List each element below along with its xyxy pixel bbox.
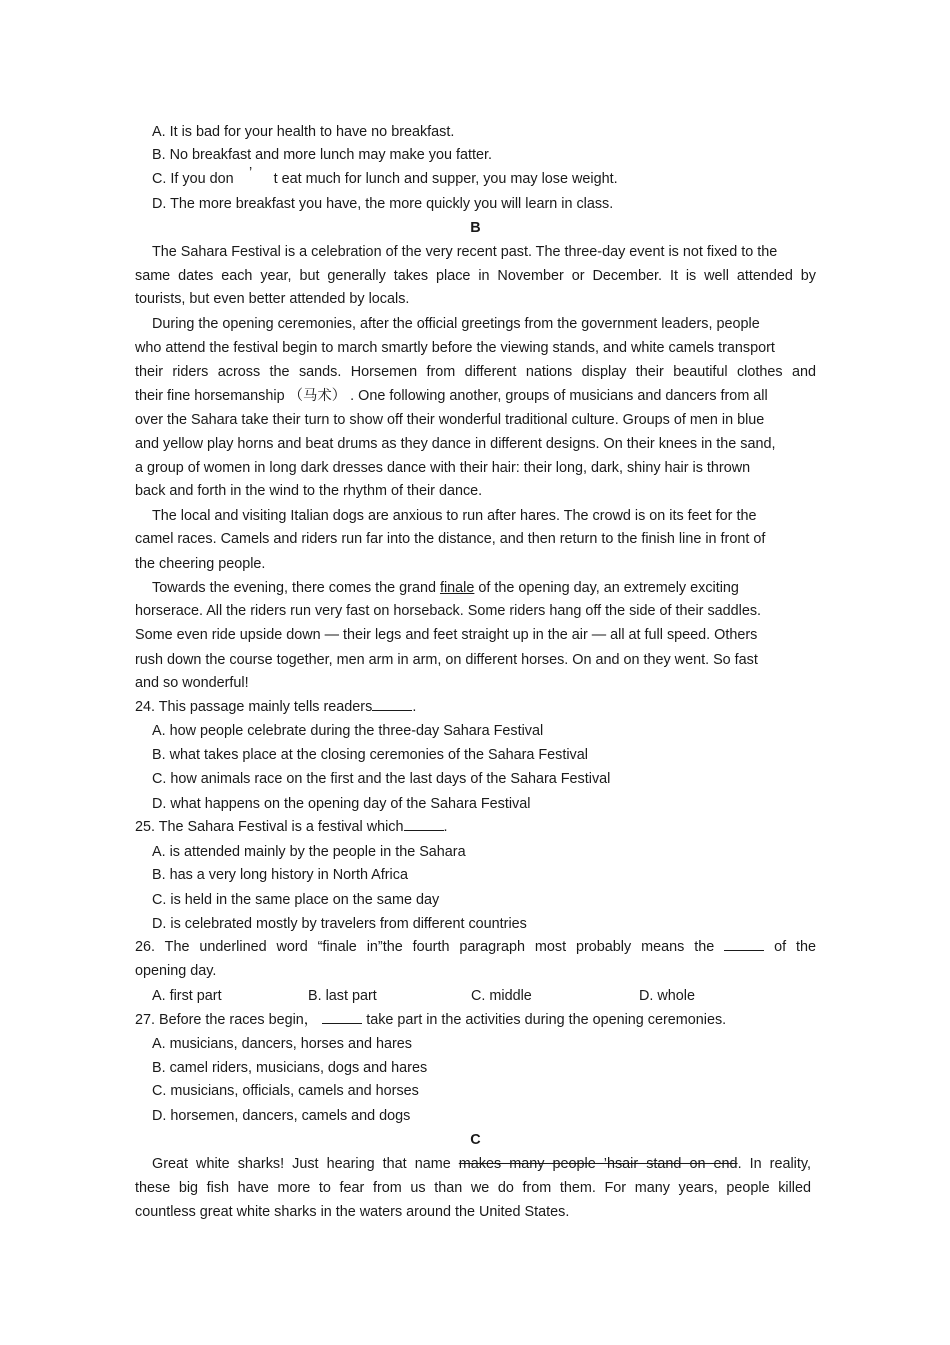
section-b-heading: B [470,220,481,236]
q26-option-c: C. middle [471,988,532,1004]
b-p3-line2: camel races. Camels and riders run far into the distance, and then return to the finish line in front of [135,531,766,547]
b-p2-line6: and yellow play horns and beat drums as they dance in different designs. On their knees in the sand, [135,436,776,452]
prev-option-d: D. The more breakfast you have, the more quickly you will learn in class. [152,196,614,212]
q27-option-c: C. musicians, officials, camels and horses [152,1083,419,1099]
prev-option-c: C. If you don ’ t eat much for lunch and supper, you may lose weight. [152,165,618,187]
answer-blank [322,1011,362,1024]
struck-phrase: makes many people ’hsair stand on end [458,1156,738,1172]
q26-option-b: B. last part [308,988,377,1004]
q24-option-a: A. how people celebrate during the three-day Sahara Festival [152,723,544,739]
b-p4-line4: rush down the course together, men arm in arm, on different horses. On and on they went. So fast [135,652,758,668]
b-p2-line8: back and forth in the wind to the rhythm of their dance. [135,483,483,499]
b-p4-line2: horserace. All the riders run very fast on horseback. Some riders hang off the side of their saddles. [135,603,762,619]
b-p3-line3: the cheering people. [135,556,266,572]
q27-option-a: A. musicians, dancers, horses and hares [152,1036,412,1052]
c-line3: countless great white sharks in the waters around the United States. [135,1204,570,1220]
b-p4-line3: Some even ride upside down — their legs and feet straight up in the air — all at full speed. Others [135,627,758,643]
q25-option-a: A. is attended mainly by the people in the Sahara [152,844,466,860]
b-p4-line5: and so wonderful! [135,675,249,691]
prev-option-b: B. No breakfast and more lunch may make you fatter. [152,147,492,163]
prev-option-a: A. It is bad for your health to have no breakfast. [152,124,455,140]
q27-option-d: D. horsemen, dancers, camels and dogs [152,1108,411,1124]
b-p1-line2: same dates each year, but generally takes place in November or December. It is well attended by [135,268,816,284]
answer-blank [724,938,764,951]
q27-stem: 27. Before the races begin， take part in the activities during the opening ceremonies. [135,1012,727,1028]
b-p2-line7: a group of women in long dark dresses dance with their hair: their long, dark, shiny hair is thrown [135,460,751,476]
underlined-finale: finale [439,580,475,596]
b-p2-line4: their fine horsemanship （马术） . One following another, groups of musicians and dancers from all [135,388,768,404]
b-p4-line1: Towards the evening, there comes the grand finale of the opening day, an extremely exciting [152,580,739,596]
q25-stem: 25. The Sahara Festival is a festival which . [135,819,448,835]
b-p1-line3: tourists, but even better attended by locals. [135,291,410,307]
c-line2: these big fish have more to fear from us than we do from them. For many years, people killed [135,1180,811,1196]
q26-option-d: D. whole [639,988,695,1004]
q24-stem: 24. This passage mainly tells readers . [135,699,417,715]
q26-option-a: A. first part [152,988,222,1004]
q26-stem-line2: opening day. [135,963,217,979]
b-p2-line3: their riders across the sands. Horsemen from different nations display their beautiful clothes and [135,364,816,380]
b-p2-line1: During the opening ceremonies, after the official greetings from the government leaders, people [152,316,760,332]
q24-option-d: D. what happens on the opening day of the Sahara Festival [152,796,531,812]
q25-option-b: B. has a very long history in North Africa [152,867,408,883]
answer-blank [372,698,412,711]
q25-option-c: C. is held in the same place on the same day [152,892,440,908]
answer-blank [404,818,444,831]
c-line1: Great white sharks! Just hearing that name makes many people ’hsair stand on end. In reality, [152,1156,811,1172]
b-p2-line2: who attend the festival begin to march smartly before the viewing stands, and white camels transport [135,340,775,356]
b-p1-line1: The Sahara Festival is a celebration of the very recent past. The three-day event is not fixed to the [152,244,778,260]
q27-option-b: B. camel riders, musicians, dogs and hares [152,1060,428,1076]
b-p2-line5: over the Sahara take their turn to show off their wonderful traditional culture. Groups of men in blue [135,412,765,428]
b-p3-line1: The local and visiting Italian dogs are anxious to run after hares. The crowd is on its feet for the [152,508,757,524]
q26-stem: 26. The underlined word “finale in”the fourth paragraph most probably means the of the [135,939,817,955]
section-c-heading: C [470,1132,481,1148]
q24-option-b: B. what takes place at the closing ceremonies of the Sahara Festival [152,747,588,763]
q24-option-c: C. how animals race on the first and the last days of the Sahara Festival [152,771,611,787]
q25-option-d: D. is celebrated mostly by travelers from different countries [152,916,527,932]
